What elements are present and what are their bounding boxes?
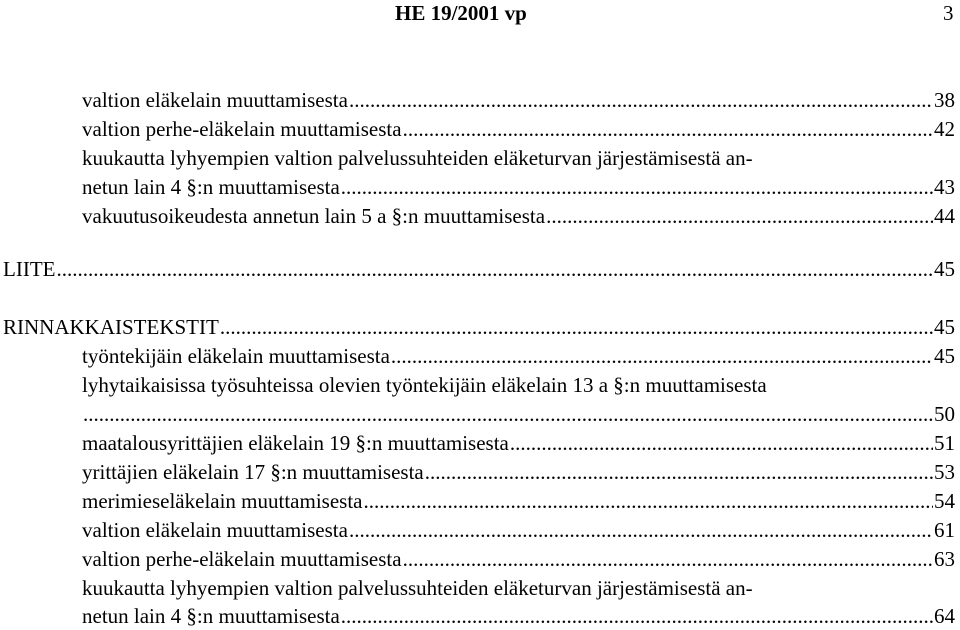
toc-entry <box>82 603 955 629</box>
toc-leader-dots <box>364 488 934 514</box>
toc-entry <box>82 401 955 427</box>
toc-entry-page: 42 <box>934 117 955 141</box>
toc-entry-text: yrittäjien eläkelain 17 §:n muuttamisesta <box>82 460 424 484</box>
document-header-title: HE 19/2001 vp <box>395 1 527 25</box>
toc-leader-dots <box>391 343 933 369</box>
toc-leader-dots <box>341 174 933 200</box>
toc-entry <box>82 430 955 456</box>
toc-section-title: RINNAKKAISTEKSTIT <box>3 315 219 339</box>
toc-entry-text: valtion eläkelain muuttamisesta <box>82 88 348 112</box>
toc-entry-page: 64 <box>934 604 955 628</box>
toc-entry-page: 43 <box>934 175 955 199</box>
toc-leader-dots <box>403 116 933 142</box>
toc-entry <box>82 174 955 200</box>
page-number: 3 <box>943 1 954 25</box>
toc-entry-page: 63 <box>934 547 955 571</box>
toc-entry-page: 51 <box>934 431 955 455</box>
toc-section-title: LIITE <box>3 257 56 281</box>
toc-entry-text-line: kuukautta lyhyempien valtion palvelussuhteiden eläketurvan järjestämisestä an- <box>82 146 753 170</box>
toc-entry-text: valtion perhe-eläkelain muuttamisesta <box>82 117 402 141</box>
toc-entry-text: netun lain 4 §:n muuttamisesta <box>82 604 340 628</box>
toc-section-liite <box>3 256 955 282</box>
toc-entry-page: 38 <box>934 88 955 112</box>
toc-leader-dots <box>403 546 933 572</box>
toc-entry-text: valtion eläkelain muuttamisesta <box>82 518 348 542</box>
toc-leader-dots <box>546 203 933 229</box>
toc-leader-dots <box>341 603 933 629</box>
toc-entry-page: 45 <box>934 257 955 281</box>
toc-entry <box>82 203 955 229</box>
toc-entry-text: maatalousyrittäjien eläkelain 19 §:n muuttamisesta <box>82 431 509 455</box>
toc-entry-text-line: lyhytaikaisissa työsuhteissa olevien työntekijäin eläkelain 13 a §:n muuttamisesta <box>82 373 767 397</box>
toc-entry-page: 50 <box>934 402 955 426</box>
toc-leader-dots <box>83 401 933 427</box>
toc-entry-page: 54 <box>934 489 955 513</box>
toc-entry <box>82 459 955 485</box>
toc-entry <box>82 488 955 514</box>
toc-entry-text: vakuutusoikeudesta annetun lain 5 a §:n muuttamisesta <box>82 204 546 228</box>
toc-entry-page: 53 <box>934 460 955 484</box>
toc-entry-page: 45 <box>934 315 955 339</box>
toc-section-rinnakkaistekstit <box>3 314 955 340</box>
toc-entry-text: valtion perhe-eläkelain muuttamisesta <box>82 547 402 571</box>
toc-entry-page: 45 <box>934 344 955 368</box>
toc-leader-dots <box>425 459 933 485</box>
toc-entry-text-line: kuukautta lyhyempien valtion palvelussuhteiden eläketurvan järjestämisestä an- <box>82 576 753 600</box>
toc-entry <box>82 116 955 142</box>
toc-entry-text: merimieseläkelain muuttamisesta <box>82 489 363 513</box>
toc-entry <box>82 343 955 369</box>
toc-entry-text: työntekijäin eläkelain muuttamisesta <box>82 344 390 368</box>
toc-entry-page: 44 <box>934 204 955 228</box>
toc-entry-page: 61 <box>934 518 955 542</box>
toc-leader-dots <box>56 256 933 282</box>
toc-leader-dots <box>510 430 933 456</box>
toc-entry <box>82 546 955 572</box>
toc-leader-dots <box>349 87 933 113</box>
toc-entry-text: netun lain 4 §:n muuttamisesta <box>82 175 340 199</box>
toc-leader-dots <box>220 314 933 340</box>
toc-leader-dots <box>349 517 933 543</box>
toc-entry <box>82 87 955 113</box>
toc-entry <box>82 517 955 543</box>
